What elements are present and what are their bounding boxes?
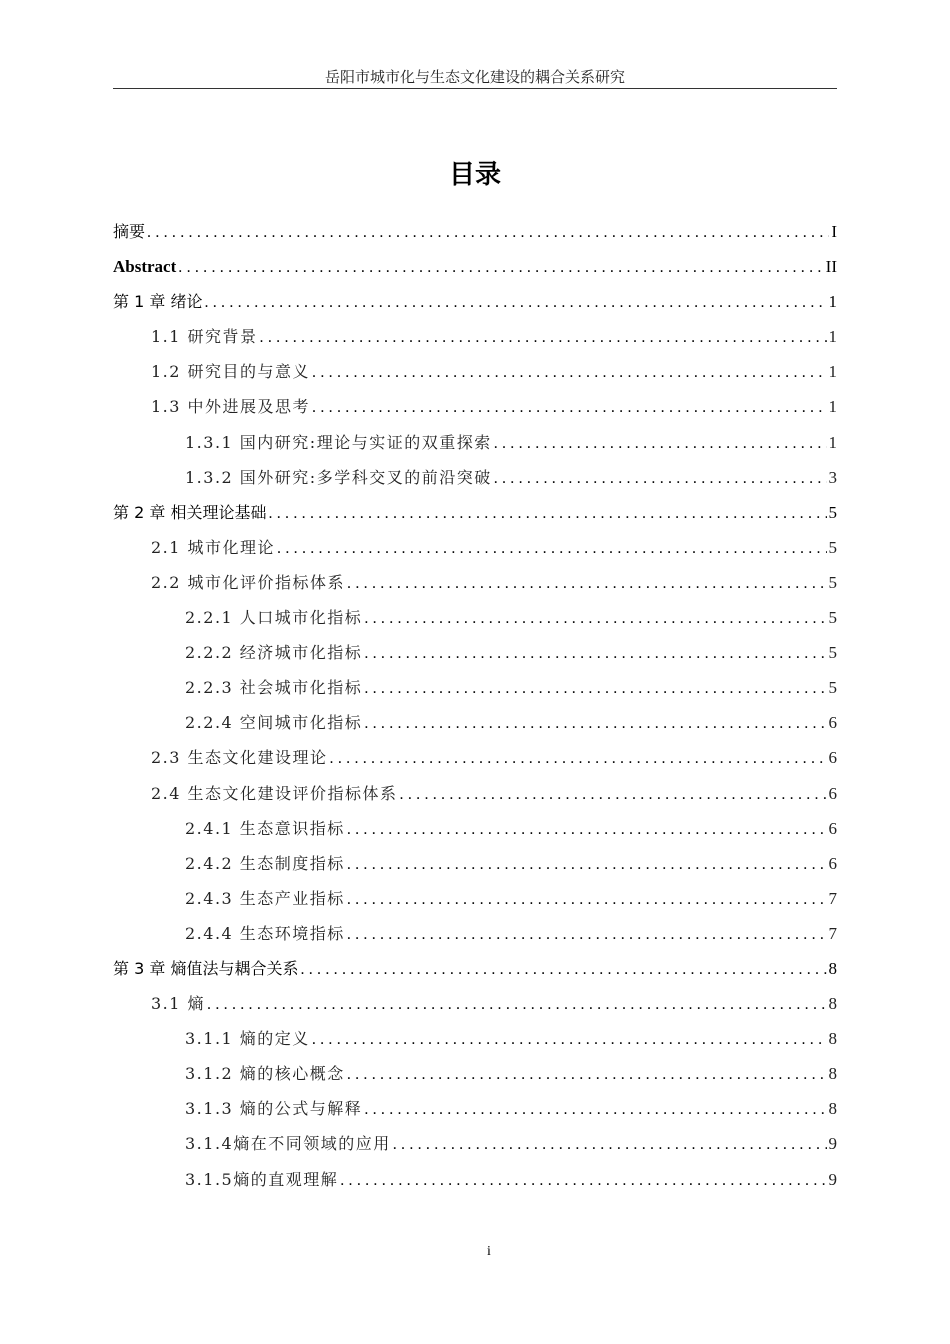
toc-entry-label: 2.3 生态文化建设理论 [151,748,328,768]
toc-entry-page-number: 7 [828,923,837,943]
toc-entry-label: 2.4 生态文化建设评价指标体系 [151,783,398,803]
toc-dot-leader [347,814,827,846]
toc-entry-page-number: 5 [828,643,837,663]
toc-dot-leader [312,392,826,424]
toc-entry-label: 第 1 章 绪论 [113,292,203,312]
toc-entry-label: 1.2 研究目的与意义 [151,362,311,382]
toc-dot-leader [364,603,826,635]
toc-entry-label: 2.4.1 生态意识指标 [185,818,345,838]
toc-entry-label: 1.3.1 国内研究:理论与实证的双重探索 [185,432,492,452]
toc-entry-page-number: I [831,222,837,241]
toc-entry-level-1[interactable] [113,251,837,286]
toc-dot-leader [178,252,823,284]
toc-entry-page-number: 8 [828,958,837,978]
toc-entry-level-3[interactable] [113,1128,837,1163]
toc-entry-page-number: 8 [828,1064,837,1084]
toc-entry-page-number: 9 [828,1134,837,1154]
toc-entry-level-3[interactable] [113,1164,837,1199]
toc-entry-label: 1.3 中外进展及思考 [151,397,311,417]
toc-entry-label: 第 2 章 相关理论基础 [113,502,267,522]
toc-entry-label: 2.2 城市化评价指标体系 [151,572,346,592]
toc-dot-leader [400,779,827,811]
toc-entry-page-number: 6 [828,818,837,838]
toc-entry-level-2[interactable] [113,321,837,356]
toc-dot-leader [364,673,826,705]
toc-title: 目录 [448,160,501,190]
toc-entry-page-number: 6 [828,748,837,768]
toc-dot-leader [347,568,826,600]
toc-entry-label: 摘要 [113,222,146,241]
toc-entry-page-number: 1 [828,327,837,347]
toc-entry-level-1[interactable] [113,497,837,532]
toc-entry-label: 2.2.2 经济城市化指标 [185,643,363,663]
toc-entry-label: 3.1.3 熵的公式与解释 [185,1099,363,1119]
toc-entry-level-3[interactable] [113,427,837,462]
running-header-title: 岳阳市城市化与生态文化建设的耦合关系研究 [324,68,625,86]
toc-entry-label: 3.1 熵 [151,994,206,1014]
toc-entry-label: 2.2.1 人口城市化指标 [185,608,363,628]
toc-entry-label: 2.4.3 生态产业指标 [185,888,345,908]
toc-dot-leader [494,463,827,495]
toc-entry-level-3[interactable] [113,813,837,848]
toc-dot-leader [312,1024,827,1056]
toc-entry-page-number: 1 [828,397,837,417]
toc-entry-level-3[interactable] [113,1023,837,1058]
toc-dot-leader [364,638,826,670]
toc-dot-leader [494,428,827,460]
toc-entry-page-number: II [825,257,837,277]
toc-dot-leader [330,743,827,775]
toc-entry-label: 2.4.4 生态环境指标 [185,923,345,943]
toc-entry-page-number: 8 [828,994,837,1014]
toc-dot-leader [347,919,827,951]
toc-entry-label: Abstract [113,257,177,277]
toc-entry-level-2[interactable] [113,988,837,1023]
header-rule-divider [113,88,837,89]
toc-entry-level-1[interactable] [113,286,837,321]
toc-entry-level-3[interactable] [113,883,837,918]
toc-dot-leader [312,357,826,389]
toc-entry-level-3[interactable] [113,637,837,672]
toc-dot-leader [147,217,829,249]
toc-entry-page-number: 6 [828,853,837,873]
toc-dot-leader [347,849,827,881]
toc-entry-page-number: 5 [828,608,837,628]
toc-entry-page-number: 1 [828,362,837,382]
toc-entry-level-1[interactable] [113,953,837,988]
toc-entry-page-number: 6 [828,783,837,803]
toc-entry-label: 1.1 研究背景 [151,327,258,347]
toc-entry-page-number: 3 [828,467,837,487]
toc-entry-level-3[interactable] [113,707,837,742]
toc-entry-label: 2.1 城市化理论 [151,537,276,557]
toc-entry-label: 3.1.5熵的直观理解 [185,1169,339,1189]
toc-entry-page-number: 7 [828,888,837,908]
toc-entry-label: 3.1.4熵在不同领域的应用 [185,1134,391,1154]
toc-dot-leader [204,287,826,319]
toc-entry-page-number: 5 [828,537,837,557]
page-number: i [487,1244,491,1259]
toc-entry-level-2[interactable] [113,567,837,602]
toc-dot-leader [340,1165,826,1197]
toc-entry-level-3[interactable] [113,1093,837,1128]
toc-entry-label: 3.1.2 熵的核心概念 [185,1064,345,1084]
toc-dot-leader [393,1129,827,1161]
toc-entry-level-3[interactable] [113,672,837,707]
toc-dot-leader [347,1059,827,1091]
toc-entry-level-2[interactable] [113,742,837,777]
toc-entry-level-2[interactable] [113,778,837,813]
toc-dot-leader [364,1094,826,1126]
toc-entry-level-2[interactable] [113,391,837,426]
toc-entry-label: 2.2.4 空间城市化指标 [185,713,363,733]
toc-entry-level-3[interactable] [113,918,837,953]
toc-dot-leader [207,989,826,1021]
toc-entry-label: 2.2.3 社会城市化指标 [185,678,363,698]
toc-dot-leader [260,322,827,354]
toc-entry-level-2[interactable] [113,356,837,391]
toc-entry-label: 3.1.1 熵的定义 [185,1029,310,1049]
toc-entry-level-1[interactable] [113,216,837,251]
toc-entry-level-3[interactable] [113,602,837,637]
toc-dot-leader [300,954,826,986]
toc-dot-leader [268,498,826,530]
toc-entry-label: 2.4.2 生态制度指标 [185,853,345,873]
toc-entry-level-3[interactable] [113,1058,837,1093]
toc-entry-level-2[interactable] [113,532,837,567]
table-of-contents [113,216,837,1199]
toc-entry-page-number: 5 [828,572,837,592]
toc-entry-page-number: 6 [828,713,837,733]
toc-dot-leader [277,533,826,565]
toc-dot-leader [347,884,827,916]
toc-entry-page-number: 9 [828,1169,837,1189]
toc-entry-page-number: 1 [828,292,837,312]
toc-entry-page-number: 8 [828,1029,837,1049]
toc-entry-page-number: 1 [828,432,837,452]
toc-entry-level-3[interactable] [113,848,837,883]
toc-dot-leader [364,708,826,740]
toc-entry-label: 第 3 章 熵值法与耦合关系 [113,958,299,978]
toc-entry-label: 1.3.2 国外研究:多学科交叉的前沿突破 [185,467,492,487]
toc-entry-page-number: 5 [828,502,837,522]
toc-entry-page-number: 5 [828,678,837,698]
toc-entry-page-number: 8 [828,1099,837,1119]
toc-entry-level-3[interactable] [113,462,837,497]
